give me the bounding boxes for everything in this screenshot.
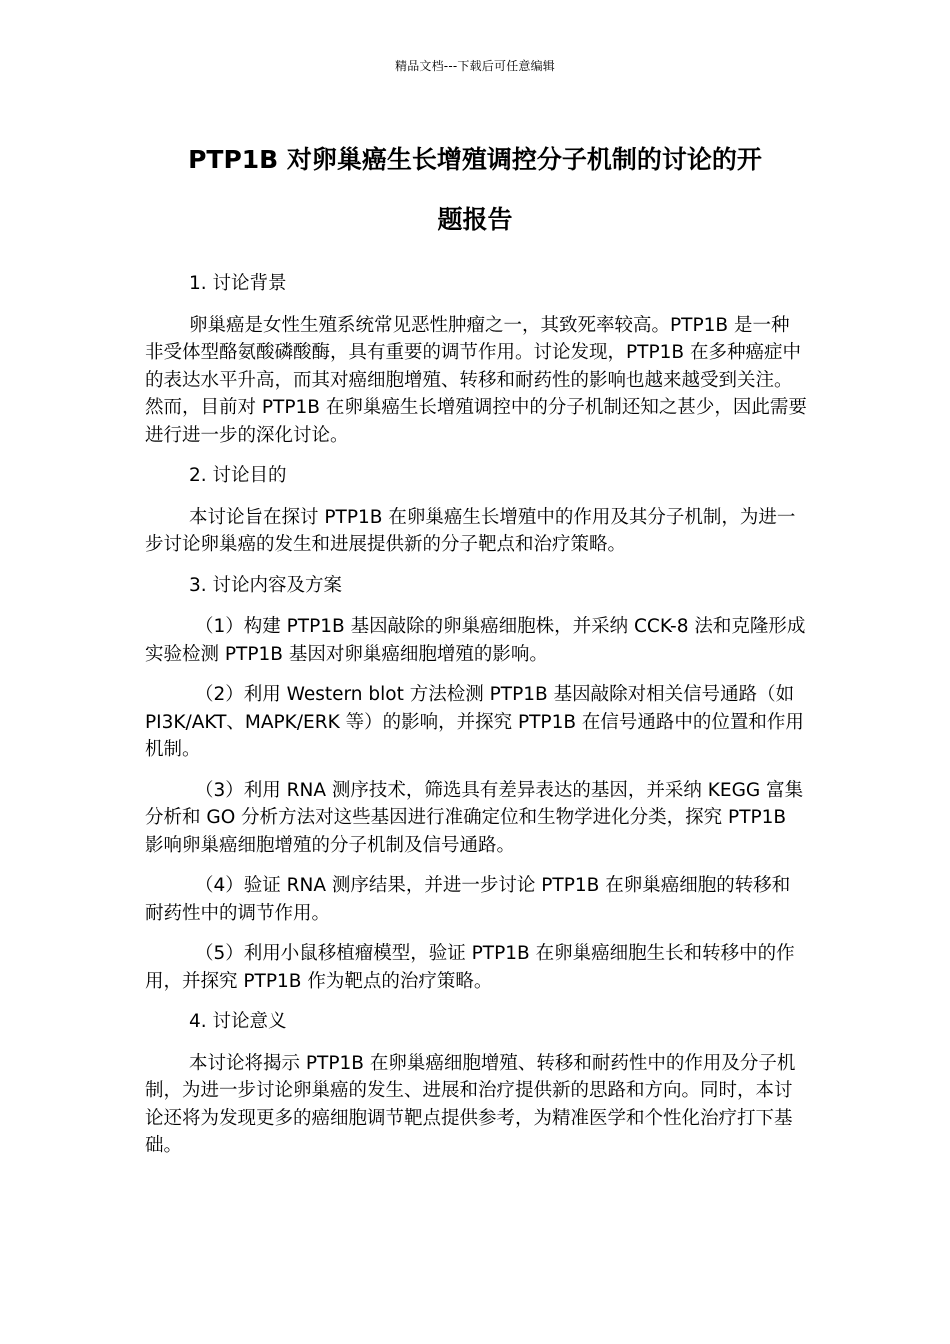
background-paragraph: 卵巢癌是女性生殖系统常见恶性肿瘤之一，其致死率较高。PTP1B 是一种非受体型酪氨酸磷酸酶，具有重要的调节作用。讨论发现，PTP1B 在多种癌症中的表达水平升高，而其对癌细胞增殖、转移和耐药性的影响也越来越受到关注。然而，目前对 PTP1B 在卵巢癌生长增殖调控中的分子机制还知之甚少，因此需要进行进一步的深化讨论。 — [145, 314, 807, 446]
document-body — [145, 270, 807, 1173]
section-heading-content-plan: 3. 讨论内容及方案 — [189, 574, 343, 596]
title-line-2: 题报告 — [437, 205, 513, 234]
section-heading-significance: 4. 讨论意义 — [189, 1011, 287, 1032]
page-header: 精品文档---下载后可任意编辑 — [395, 59, 555, 73]
plan-item-2: （2）利用 Western blot 方法检测 PTP1B 基因敲除对相关信号通路（如 PI3K/AKT、MAPK/ERK 等）的影响，并探究 PTP1B 在信号通路中的位置和作用机制。 — [145, 684, 804, 760]
plan-item-3: （3）利用 RNA 测序技术，筛选具有差异表达的基因，并采纳 KEGG 富集分析和 GO 分析方法对这些基因进行准确定位和生物学进化分类，探究 PTP1B 影响卵巢癌细胞增殖的分子机制及信号通路。 — [145, 779, 804, 856]
plan-item-5: （5）利用小鼠移植瘤模型，验证 PTP1B 在卵巢癌细胞生长和转移中的作用，并探究 PTP1B 作为靶点的治疗策略。 — [145, 943, 795, 992]
purpose-paragraph: 本讨论旨在探讨 PTP1B 在卵巢癌生长增殖中的作用及其分子机制，为进一步讨论卵巢癌的发生和进展提供新的分子靶点和治疗策略。 — [145, 506, 796, 555]
plan-item-4: （4）验证 RNA 测序结果，并进一步讨论 PTP1B 在卵巢癌细胞的转移和耐药性中的调节作用。 — [145, 875, 791, 924]
significance-paragraph: 本讨论将揭示 PTP1B 在卵巢癌细胞增殖、转移和耐药性中的作用及分子机制，为进一步讨论卵巢癌的发生、进展和治疗提供新的思路和方向。同时，本讨论还将为发现更多的癌细胞调节靶点提供参考，为精准医学和个性化治疗打下基础。 — [145, 1052, 796, 1156]
title-line-1: PTP1B 对卵巢癌生长增殖调控分子机制的讨论的开 — [188, 145, 762, 174]
plan-item-1: （1）构建 PTP1B 基因敲除的卵巢癌细胞株，并采纳 CCK-8 法和克隆形成实验检测 PTP1B 基因对卵巢癌细胞增殖的影响。 — [145, 616, 806, 665]
section-heading-background: 1. 讨论背景 — [189, 273, 287, 294]
document-title — [140, 130, 810, 250]
section-heading-purpose: 2. 讨论目的 — [189, 465, 287, 486]
